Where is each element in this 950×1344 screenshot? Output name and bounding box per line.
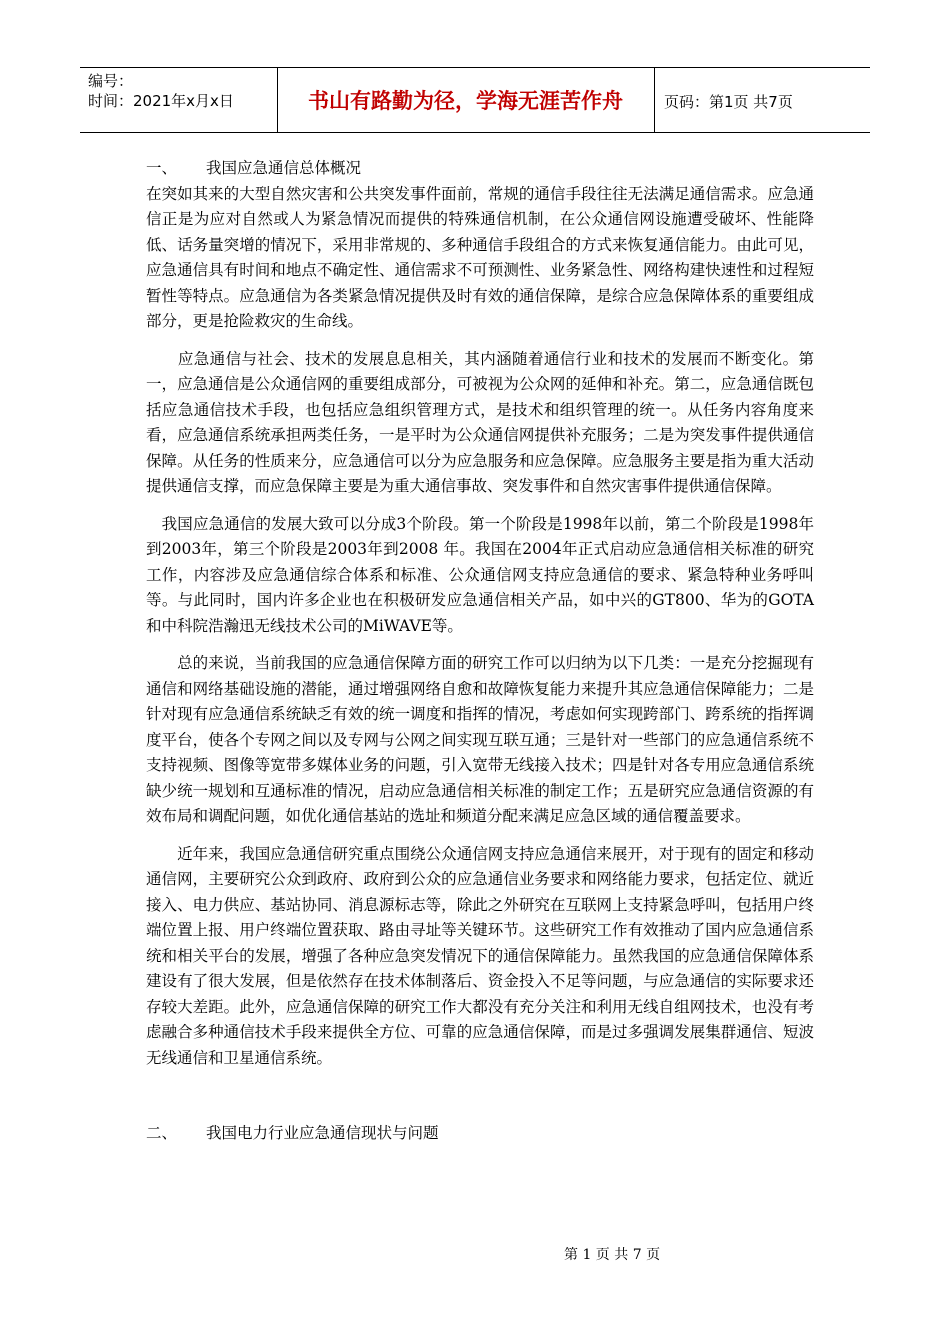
- paragraph: 总的来说，当前我国的应急通信保障方面的研究工作可以归纳为以下几类：一是充分挖掘现有通信和网络基础设施的潜能，通过增强网络自愈和故障恢复能力来提升其应急通信保障能力；二是针对现有应急通信系统缺乏有效的统一调度和指挥的情况，考虑如何实现跨部门、跨系统的指挥调度平台，使各个专网之间以及专网与公网之间实现互联互通；三是针对一些部门的应急通信系统不支持视频、图像等宽带多媒体业务的问题，引入宽带无线接入技术；四是针对各专用应急通信系统缺少统一规划和互通标准的情况，启动应急通信相关标准的制定工作；五是研究应急通信资源的有效布局和调配问题，如优化通信基站的选址和频道分配来满足应急区域的通信覆盖要求。: [146, 654, 814, 825]
- paragraph: 应急通信与社会、技术的发展息息相关，其内涵随着通信行业和技术的发展而不断变化。第一，应急通信是公众通信网的重要组成部分，可被视为公众网的延伸和补充。第二，应急通信既包括应急通信技术手段，也包括应急组织管理方式，是技术和组织管理的统一。从任务内容角度来看，应急通信系统承担两类任务，一是平时为公众通信网提供补充服务；二是为突发事件提供通信保障。从任务的性质来分，应急通信可以分为应急服务和应急保障。应急服务主要是指为重大活动提供通信支撑，而应急保障主要是为重大通信事故、突发事件和自然灾害事件提供通信保障。: [146, 349, 814, 495]
- paragraph: 在突如其来的大型自然灾害和公共突发事件面前，常规的通信手段往往无法满足通信需求。应急通信正是为应对自然或人为紧急情况而提供的特殊通信机制，在公众通信网设施遭受破坏、性能降低、话务量突增的情况下，采用非常规的、多种通信手段组合的方式来恢复通信能力。由此可见，应急通信具有时间和地点不确定性、通信需求不可预测性、业务紧急性、网络构建快速性和过程短暂性等特点。应急通信为各类紧急情况提供及时有效的通信保障，是综合应急保障体系的重要组成部分，更是抢险救灾的生命线。: [146, 184, 814, 330]
- section-title: 我国电力行业应急通信现状与问题: [206, 1124, 439, 1142]
- header-divider-right: [654, 67, 655, 133]
- number-label: 编号：: [88, 72, 134, 90]
- paragraph: 我国应急通信的发展大致可以分成3个阶段。第一个阶段是1998年以前，第二个阶段是1998年到2003年，第三个阶段是2003年到2008 年。我国在2004年正式启动应急通信相关标准的研究工作，内容涉及应急通信综合体系和标准、公众通信网支持应急通信的要求、紧急特种业务呼叫等。与此同时，国内许多企业也在积极研发应急通信相关产品，如中兴的GT800、华为的GOTA和中科院浩瀚迅无线技术公司的MiWAVE等。: [146, 514, 814, 635]
- section-title: 我国应急通信总体概况: [206, 159, 362, 177]
- section-number: 二、: [146, 1124, 178, 1142]
- paragraph: 近年来，我国应急通信研究重点围绕公众通信网支持应急通信来展开，对于现有的固定和移动通信网，主要研究公众到政府、政府到公众的应急通信业务要求和网络能力要求，包括定位、就近接入、电力供应、基站协同、消息源标志等，除此之外研究在互联网上支持紧急呼叫，包括用户终端位置上报、用户终端位置获取、路由寻址等关键环节。这些研究工作有效推动了国内应急通信系统和相关平台的发展，增强了各种应急突发情况下的通信保障能力。虽然我国的应急通信保障体系建设有了很大发展，但是依然存在技术体制落后、资金投入不足等问题，与应急通信的实际要求还存较大差距。此外，应急通信保障的研究工作大都没有充分关注和利用无线自组网技术，也没有考虑融合多种通信技术手段来提供全方位、可靠的应急通信保障，而是过多强调发展集群通信、短波无线通信和卫星通信系统。: [146, 844, 814, 1067]
- page-footer: 第 1 页 共 7 页: [564, 1247, 661, 1263]
- header-left-cell: [88, 71, 234, 111]
- page-header: [80, 67, 870, 133]
- date-label: 时间：2021年x月x日: [88, 92, 234, 110]
- section-number: 一、: [146, 159, 178, 177]
- section-heading-1: [146, 156, 814, 182]
- header-motto: 书山有路勤为径，学海无涯苦作舟: [308, 89, 623, 113]
- section-heading-2: [146, 1121, 814, 1147]
- header-page-info: 页码：第1页 共7页: [664, 93, 793, 111]
- document-body: [146, 156, 814, 1147]
